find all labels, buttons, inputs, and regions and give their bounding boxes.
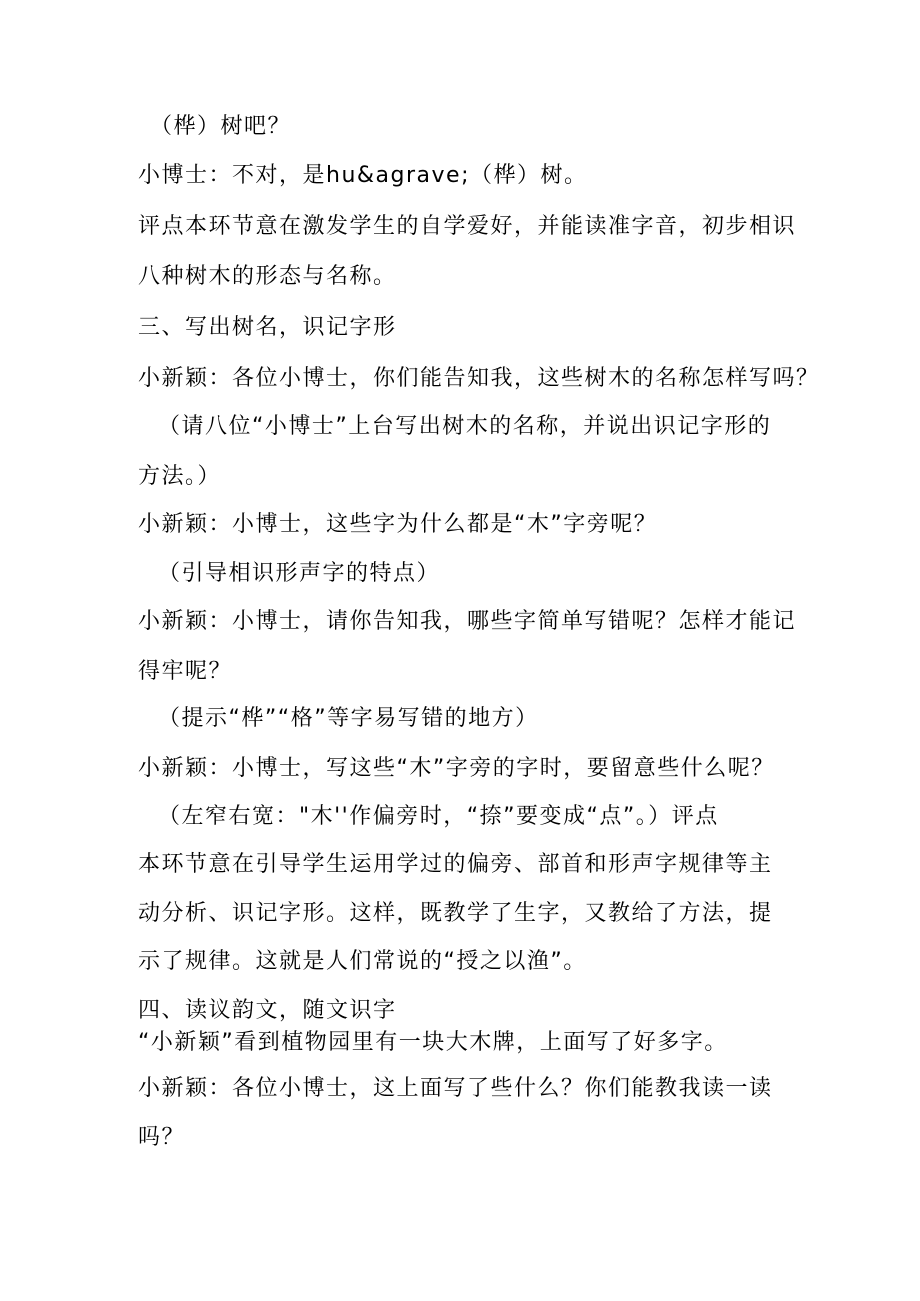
text-line: （桦）树吧？ <box>150 114 292 139</box>
text-line: 评点本环节意在激发学生的自学爱好，并能读准字音，初步相识 <box>138 214 797 239</box>
text-line: 小新颖：小博士，写这些“木”字旁的字时，要留意些什么呢？ <box>138 756 775 781</box>
text-line: （引导相识形声字的特点） <box>158 561 441 586</box>
text-line: 八种树木的形态与名称。 <box>138 264 397 289</box>
text-line: （请八位“小博士”上台写出树木的名称，并说出识记字形的 <box>158 414 772 439</box>
text-line: 小新颖：各位小博士，这上面写了些什么？你们能教我读一读 <box>138 1076 773 1101</box>
text-line: 方法。） <box>138 464 222 489</box>
text-line: “小新颖”看到植物园里有一块大木牌，上面写了好多字。 <box>138 1030 728 1055</box>
text-line: 小新颖：小博士，这些字为什么都是“木”字旁呢？ <box>138 512 658 537</box>
text-line: 小新颖：小博士，请你告知我，哪些字简单写错呢？怎样才能记 <box>138 609 797 634</box>
text-line: 示了规律。这就是人们常说的“授之以渔”。 <box>138 949 587 974</box>
text-line: 动分析、识记字形。这样，既教学了生字，又教给了方法，提 <box>138 901 773 926</box>
text-line: （提示“桦”“格”等字易写错的地方） <box>158 706 539 731</box>
text-line: 吗？ <box>138 1125 186 1150</box>
text-line: 小博士：不对，是hu&agrave;（桦）树。 <box>138 163 588 188</box>
text-line: 本环节意在引导学生运用学过的偏旁、部首和形声字规律等主 <box>138 852 773 877</box>
text-line: （左窄右宽："木''作偏旁时，“捺”要变成“点”。）评点 <box>158 804 719 829</box>
text-line: 得牢呢？ <box>138 659 233 684</box>
section-heading: 三、写出树名，识记字形 <box>138 315 397 340</box>
section-heading: 四、读议韵文，随文识字 <box>138 998 397 1023</box>
text-line: 小新颖：各位小博士，你们能告知我，这些树木的名称怎样写吗？ <box>138 366 820 391</box>
